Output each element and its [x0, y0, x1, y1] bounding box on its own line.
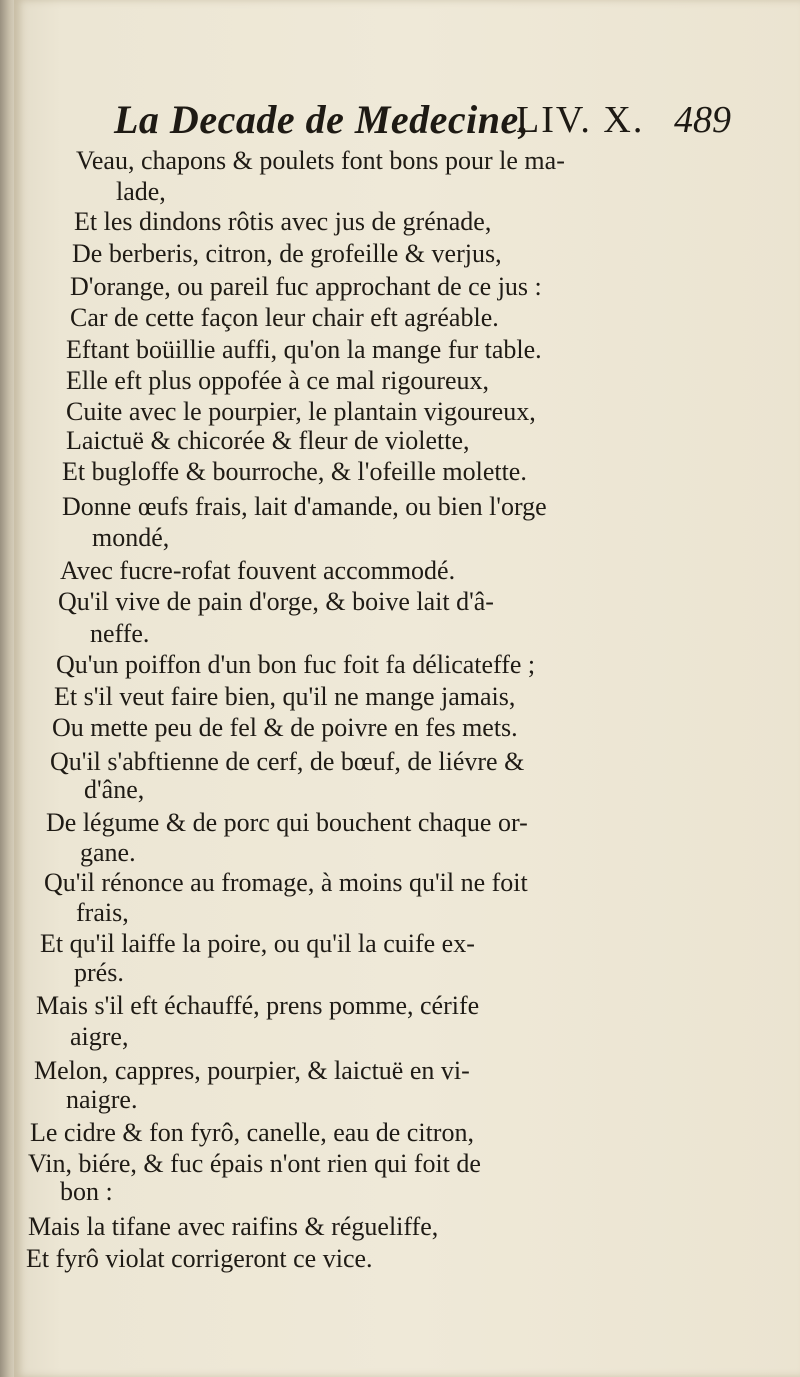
verse-line: lade, — [116, 177, 166, 206]
book-page — [14, 0, 800, 1377]
verse-line: Eftant boüillie auffi, qu'on la mange fur table. — [66, 335, 542, 364]
book-reference: LIV. X. — [516, 99, 645, 141]
verse-line: Laictuë & chicorée & fleur de violette, — [66, 426, 470, 455]
poem-text — [14, 0, 800, 1377]
verse-line: De légume & de porc qui bouchent chaque or- — [46, 808, 528, 837]
verse-line: Et bugloffe & bourroche, & l'ofeille molette. — [62, 457, 527, 486]
verse-line: D'orange, ou pareil fuc approchant de ce jus : — [70, 272, 542, 301]
verse-line: Mais s'il eft échauffé, prens pomme, cérife — [36, 991, 480, 1020]
verse-line: Le cidre & fon fyrô, canelle, eau de citron, — [30, 1118, 474, 1147]
verse-line: Et qu'il laiffe la poire, ou qu'il la cuife ex- — [40, 929, 475, 958]
verse-line: Qu'un poiffon d'un bon fuc foit fa délicateffe ; — [56, 650, 536, 679]
verse-line: neffe. — [90, 619, 150, 648]
verse-line: Cuite avec le pourpier, le plantain vigoureux, — [66, 397, 536, 426]
verse-line: d'âne, — [84, 775, 145, 804]
verse-line: mondé, — [92, 523, 170, 552]
verse-line: Veau, chapons & poulets font bons pour le ma- — [76, 146, 565, 175]
verse-line: Donne œufs frais, lait d'amande, ou bien l'orge — [62, 492, 547, 521]
verse-line: Et les dindons rôtis avec jus de grénade, — [74, 207, 492, 236]
verse-line: Car de cette façon leur chair eft agréable. — [70, 303, 499, 332]
verse-line: Qu'il rénonce au fromage, à moins qu'il ne foit — [44, 868, 528, 897]
verse-line: De berberis, citron, de grofeille & verjus, — [72, 239, 502, 268]
verse-line: Vin, biére, & fuc épais n'ont rien qui foit de — [28, 1149, 481, 1178]
verse-line: naigre. — [66, 1085, 138, 1114]
verse-line: Qu'il s'abftienne de cerf, de bœuf, de liévre & — [50, 747, 525, 776]
verse-line: frais, — [76, 898, 129, 927]
verse-line: Mais la tifane avec raifins & régueliffe, — [28, 1212, 439, 1241]
verse-line: Qu'il vive de pain d'orge, & boive lait d'â- — [58, 587, 494, 616]
verse-line: gane. — [80, 838, 136, 867]
page-number: 489 — [674, 99, 731, 141]
verse-line: aigre, — [70, 1022, 129, 1051]
running-title: La Decade de Medecine, — [114, 97, 530, 142]
verse-line: Et s'il veut faire bien, qu'il ne mange jamais, — [54, 682, 516, 711]
verse-line: Et fyrô violat corrigeront ce vice. — [26, 1244, 373, 1273]
verse-line: Melon, cappres, pourpier, & laictuë en vi- — [34, 1056, 470, 1085]
verse-line: bon : — [60, 1177, 113, 1206]
verse-line: Elle eft plus oppofée à ce mal rigoureux, — [66, 366, 490, 395]
verse-line: Avec fucre-rofat fouvent accommodé. — [60, 556, 456, 585]
verse-line: Ou mette peu de fel & de poivre en fes mets. — [52, 713, 518, 742]
verse-line: prés. — [74, 958, 124, 987]
